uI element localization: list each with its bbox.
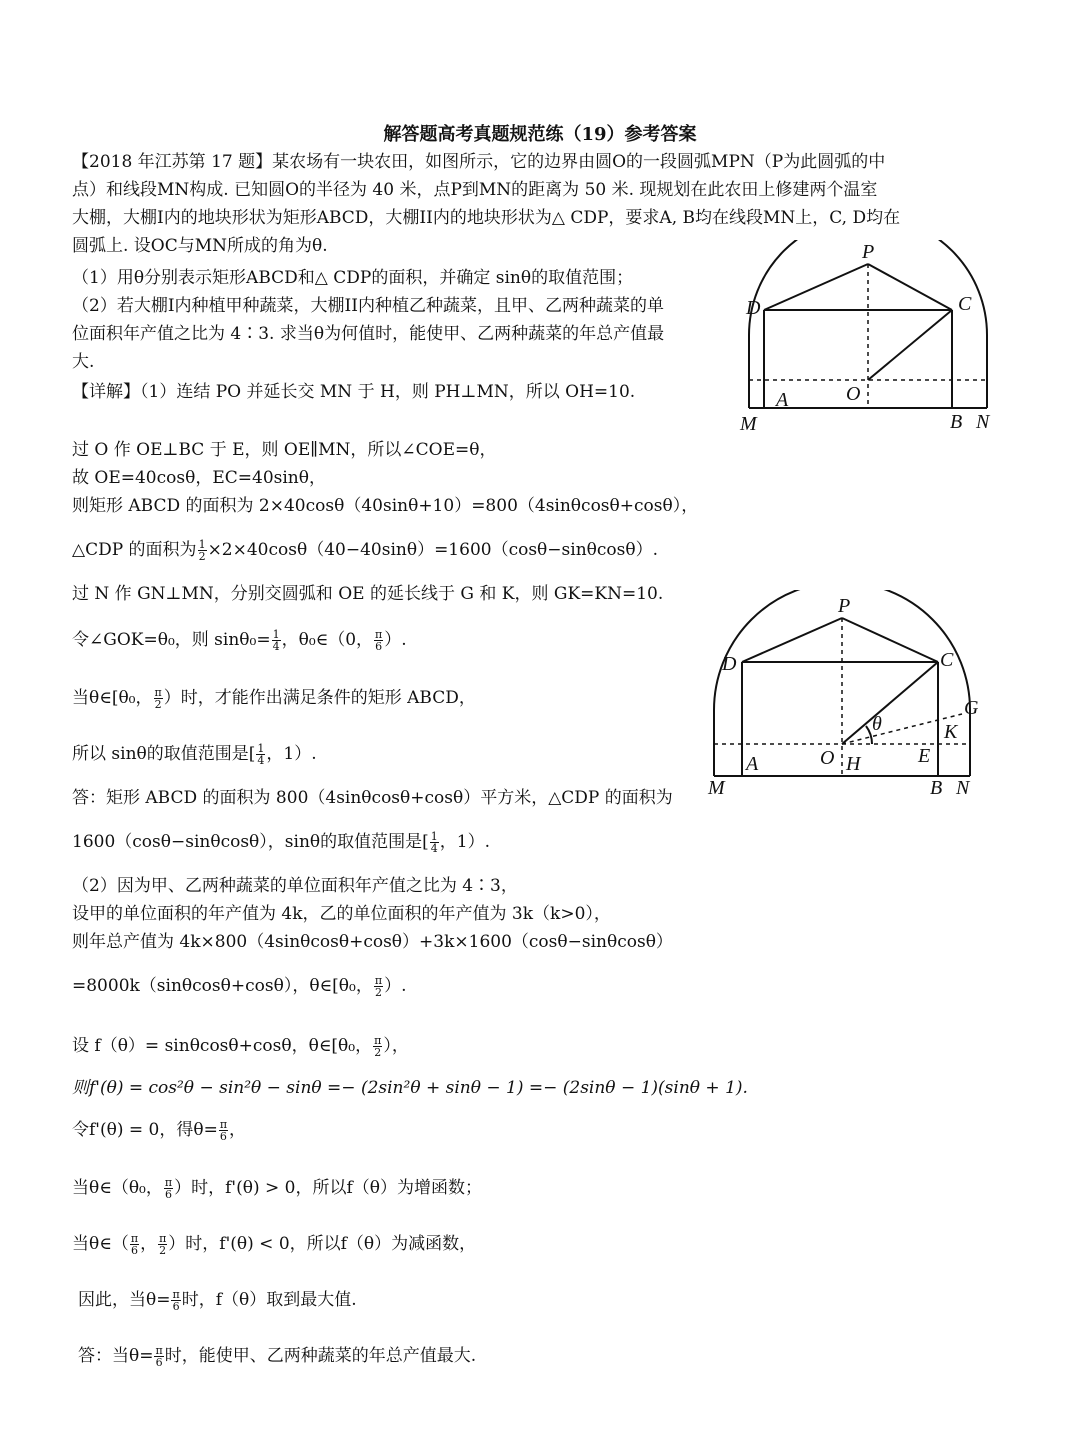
text-segment: 当θ∈（θ₀， — [72, 1178, 163, 1198]
fraction-denominator: 2 — [159, 1244, 167, 1257]
label-c: C — [940, 649, 954, 671]
label-n: N — [956, 777, 970, 799]
text-segment: 因此，当θ= — [78, 1290, 171, 1310]
fraction-numerator: π — [219, 1118, 228, 1131]
fraction-numerator: π — [374, 1034, 382, 1047]
label-p: P — [862, 241, 875, 263]
text-segment: ）时，f'(θ) < 0，所以f（θ）为减函数， — [168, 1234, 477, 1254]
fraction-denominator: 4 — [257, 754, 265, 767]
fraction-numerator: π — [155, 1344, 163, 1357]
problem-line-1: 【2018 年江苏第 17 题】某农场有一块农田，如图所示，它的边界由圆O的一段圆弧MPN（P为此圆弧的中 — [72, 152, 886, 172]
fraction-denominator: 6 — [155, 1356, 163, 1369]
solution-line-decreasing — [72, 1232, 476, 1256]
fraction-denominator: 4 — [430, 842, 438, 855]
fraction-numerator: π — [159, 1232, 167, 1245]
problem-part-2-end: 大. — [72, 352, 95, 372]
label-k: K — [944, 721, 958, 743]
fraction-denominator: 4 — [272, 640, 280, 653]
text-segment: 当θ∈（ — [72, 1234, 129, 1254]
label-b: B — [950, 411, 963, 433]
figure-2 — [700, 590, 1000, 810]
fraction-pi-over-6 — [374, 629, 383, 652]
text-segment: ，1）. — [266, 744, 317, 764]
problem-part-2: （2）若大棚I内种植甲种蔬菜，大棚II内种植乙种蔬菜，且甲、乙两种蔬菜的单 — [72, 296, 664, 316]
text-segment: 1600（cosθ−sinθcosθ），sinθ的取值范围是[ — [72, 832, 429, 852]
fraction-numerator: 1 — [257, 742, 265, 755]
solution-line-define-f — [72, 1034, 409, 1058]
text-segment: △CDP 的面积为 — [72, 540, 197, 560]
fraction-pi-over-6 — [164, 1177, 173, 1200]
label-p: P — [838, 595, 851, 617]
derivative-line: 则f'(θ) = cos²θ − sin²θ − sinθ =− (2sin²θ + sinθ − 1) =− (2sinθ − 1)(sinθ + 1). — [72, 1078, 748, 1098]
problem-line-2: 点）和线段MN构成. 已知圆O的半径为 40 米，点P到MN的距离为 50 米. 现规划在此农田上修建两个温室 — [72, 180, 878, 200]
fraction-denominator: 2 — [374, 986, 382, 999]
text-segment: ， — [140, 1234, 158, 1254]
solution-line-cdp-area — [72, 538, 658, 562]
fraction-numerator: 1 — [198, 538, 206, 551]
label-a: A — [746, 753, 759, 775]
text-segment: =8000k（sinθcosθ+cosθ），θ∈[θ₀， — [72, 976, 373, 996]
text-segment: 时，能使甲、乙两种蔬菜的年总产值最大. — [164, 1346, 477, 1366]
solution-line: 则年总产值为 4k×800（4sinθcosθ+cosθ）+3k×1600（cosθ−sinθcosθ） — [72, 932, 673, 952]
label-m: M — [708, 777, 725, 799]
fraction-numerator: π — [130, 1232, 139, 1245]
text-segment: ×2×40cosθ（40−40sinθ）=1600（cosθ−sinθcosθ）. — [207, 540, 658, 560]
text-segment: 设 f（θ）= sinθcosθ+cosθ，θ∈[θ₀， — [72, 1036, 373, 1056]
text-segment: 当θ∈[θ₀， — [72, 688, 153, 708]
figure-1 — [730, 240, 1010, 440]
answer-line-1: 答：矩形 ABCD 的面积为 800（4sinθcosθ+cosθ）平方米，△CDP 的面积为 — [72, 788, 673, 808]
fraction-one-quarter — [430, 831, 439, 854]
segment-pd — [764, 264, 868, 310]
label-d: D — [722, 653, 737, 675]
text-segment: ，1）. — [439, 832, 490, 852]
solution-line: 设甲的单位面积的年产值为 4k，乙的单位面积的年产值为 3k（k>0）， — [72, 904, 611, 924]
solution-line: 过 N 作 GN⊥MN，分别交圆弧和 OE 的延长线于 G 和 K，则 GK=KN=10. — [72, 584, 664, 604]
fraction-one-half — [198, 539, 207, 562]
fraction-denominator: 6 — [375, 640, 383, 653]
fraction-one-quarter — [272, 629, 281, 652]
label-b: B — [930, 777, 943, 799]
fraction-pi-over-6 — [154, 1345, 163, 1368]
solution-line: 则矩形 ABCD 的面积为 2×40cosθ（40sinθ+10）=800（4sinθcosθ+cosθ）， — [72, 496, 699, 516]
label-h: H — [846, 753, 861, 775]
fraction-numerator: π — [154, 686, 162, 699]
fraction-pi-over-2 — [374, 975, 383, 998]
fraction-pi-over-2 — [373, 1035, 382, 1058]
solution-line-max — [78, 1288, 357, 1312]
fraction-numerator: 1 — [430, 830, 438, 843]
segment-pd — [742, 618, 842, 662]
fraction-pi-over-6 — [171, 1289, 180, 1312]
text-segment: 所以 sinθ的取值范围是[ — [72, 744, 256, 764]
fraction-numerator: π — [172, 1288, 180, 1301]
fraction-numerator: π — [164, 1176, 173, 1189]
fraction-denominator: 2 — [154, 698, 162, 711]
segment-pc — [842, 618, 938, 662]
solution-line-sin-range — [72, 742, 317, 766]
page-title: 解答题高考真题规范练（19）参考答案 — [383, 124, 697, 145]
label-n: N — [976, 411, 990, 433]
solution-line-increasing — [72, 1176, 482, 1200]
fraction-denominator: 2 — [198, 550, 206, 563]
label-o: O — [846, 383, 861, 405]
label-e: E — [918, 745, 931, 767]
text-segment: ）时，f'(θ) > 0，所以f（θ）为增函数； — [174, 1178, 482, 1198]
label-a: A — [776, 389, 789, 411]
fraction-pi-over-2 — [154, 687, 163, 710]
solution-line: 过 O 作 OE⊥BC 于 E，则 OE∥MN，所以∠COE=θ， — [72, 440, 497, 460]
fraction-pi-over-2 — [158, 1233, 167, 1256]
text-segment: ， — [229, 1120, 247, 1140]
text-segment: ）. — [384, 976, 407, 996]
fraction-one-quarter — [256, 743, 265, 766]
label-c: C — [958, 293, 972, 315]
problem-line-3: 大棚，大棚I内的地块形状为矩形ABCD，大棚II内的地块形状为△ CDP，要求A, B均在线段MN上，C, D均在 — [72, 208, 901, 228]
problem-part-2-cont: 位面积年产值之比为 4∶3. 求当θ为何值时，能使甲、乙两种蔬菜的年总产值最 — [72, 324, 665, 344]
answer-line-2 — [72, 830, 490, 854]
solution-line: 故 OE=40cosθ，EC=40sinθ， — [72, 468, 326, 488]
text-segment: 时，f（θ）取到最大值. — [181, 1290, 357, 1310]
fraction-denominator: 6 — [172, 1300, 180, 1313]
text-segment: ）. — [384, 630, 407, 650]
segment-oc — [868, 310, 952, 380]
fraction-numerator: π — [375, 628, 383, 641]
fraction-denominator: 6 — [219, 1130, 227, 1143]
fraction-denominator: 6 — [164, 1188, 172, 1201]
solution-line-theta0 — [72, 628, 407, 652]
problem-line-4: 圆弧上. 设OC与MN所成的角为θ. — [72, 236, 328, 256]
text-segment: 令f'(θ) = 0，得θ= — [72, 1120, 218, 1140]
fraction-pi-over-6 — [130, 1233, 139, 1256]
label-o: O — [820, 747, 835, 769]
text-segment: ，θ₀∈（0， — [281, 630, 374, 650]
solution-line-total — [72, 974, 406, 998]
solution-line-range — [72, 686, 476, 710]
problem-part-1: （1）用θ分别表示矩形ABCD和△ CDP的面积，并确定 sinθ的取值范围； — [72, 268, 634, 288]
final-answer — [78, 1344, 476, 1368]
solution-line: （2）因为甲、乙两种蔬菜的单位面积年产值之比为 4∶3， — [72, 876, 518, 896]
text-segment: 令∠GOK=θ₀，则 sinθ₀= — [72, 630, 271, 650]
segment-pc — [868, 264, 952, 310]
solution-line: 【详解】（1）连结 PO 并延长交 MN 于 H，则 PH⊥MN，所以 OH=10. — [72, 382, 636, 402]
fraction-numerator: 1 — [272, 628, 280, 641]
label-m: M — [740, 413, 757, 435]
fraction-denominator: 2 — [374, 1046, 382, 1059]
label-g: G — [964, 697, 979, 719]
fraction-denominator: 6 — [130, 1244, 138, 1257]
solution-line-zero — [72, 1118, 246, 1142]
label-d: D — [746, 297, 761, 319]
text-segment: ）， — [383, 1036, 409, 1056]
label-theta: θ — [872, 713, 882, 735]
fraction-pi-over-6 — [219, 1119, 228, 1142]
text-segment: ）时，才能作出满足条件的矩形 ABCD， — [163, 688, 476, 708]
fraction-numerator: π — [374, 974, 383, 987]
text-segment: 答：当θ= — [78, 1346, 154, 1366]
